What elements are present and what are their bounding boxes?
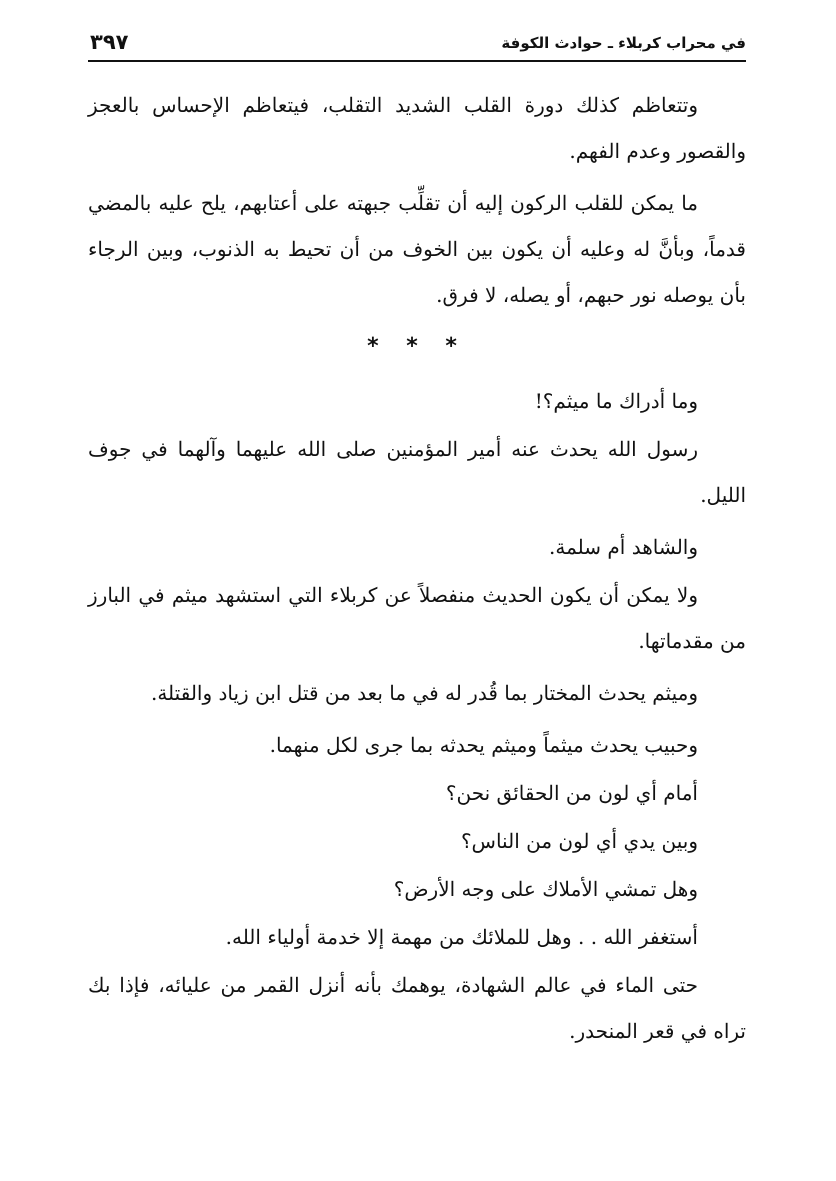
paragraph: وتتعاظم كذلك دورة القلب الشديد التقلب، فيتعاظم الإحساس بالعجز والقصور وعدم الفهم. [88,93,746,163]
paragraph: حتى الماء في عالم الشهادة، يوهمك بأنه أنزل القمر من عليائه، فإذا بك تراه في قعر المنحدر. [88,973,746,1043]
section-separator: * * * [367,334,467,359]
body-text [88,82,746,1060]
paragraph: والشاهد أم سلمة. [549,535,698,559]
paragraph: ولا يمكن أن يكون الحديث منفصلاً عن كربلاء التي استشهد ميثم في البارز من مقدماتها. [88,583,746,653]
paragraph: أستغفر الله . . وهل للملائك من مهمة إلا خدمة أولياء الله. [225,925,698,949]
paragraph: رسول الله يحدث عنه أمير المؤمنين صلى الله عليهما وآلهما في جوف الليل. [88,437,746,507]
paragraph: وبين يدي أي لون من الناس؟ [460,829,698,853]
header-rule [88,60,746,62]
paragraph: وحبيب يحدث ميثماً وميثم يحدثه بما جرى لكل منهما. [269,733,698,757]
page-header [88,30,746,62]
running-title: في محراب كربلاء ـ حوادث الكوفة [501,34,746,52]
paragraph: ما يمكن للقلب الركون إليه أن تقلِّب جبهته على أعتابهم، يلح عليه بالمضي قدماً، وبأنَّ له وعليه أن يكون بين الخوف من أن تحيط به الذنوب، وبين الرجاء بأن يوصله نور حبهم، أو يصله، لا فرق. [88,191,746,307]
paragraph: وما أدراك ما ميثم؟! [534,389,698,413]
paragraph: وميثم يحدث المختار بما قُدر له في ما بعد من قتل ابن زياد والقتلة. [150,681,698,705]
paragraph: وهل تمشي الأملاك على وجه الأرض؟ [393,877,698,901]
page-number: ٣٩٧ [90,30,129,54]
paragraph: أمام أي لون من الحقائق نحن؟ [445,781,698,805]
